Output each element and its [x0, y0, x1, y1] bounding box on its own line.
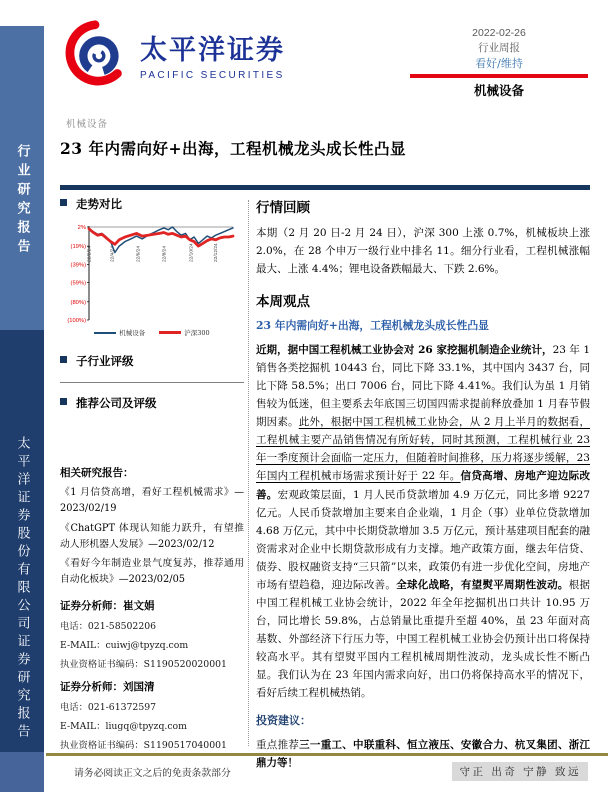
report-type: 行业周报 — [478, 42, 520, 54]
svg-text:(100%): (100%) — [67, 318, 86, 324]
brand-name-en: PACIFIC SECURITIES — [140, 69, 285, 81]
industry-name: 机械设备 — [473, 83, 524, 98]
trend-heading-label: 走势对比 — [76, 197, 122, 211]
sidebar-bottom-label: 太平洋证券股份有限公司证券研究报告 — [14, 436, 30, 742]
trend-section-heading — [60, 196, 244, 212]
industry-rating: 看好/维持 — [475, 57, 523, 70]
legend-label-mech: 机械设备 — [119, 329, 146, 337]
legend-item-hs300 — [159, 328, 209, 337]
svg-text:22/8/24: 22/8/24 — [162, 245, 168, 262]
svg-text:22/12/24: 22/12/24 — [214, 243, 220, 262]
svg-text:22/4/24: 22/4/24 — [110, 245, 116, 262]
analyst-phone: 电话：021-58502206 — [60, 620, 157, 632]
analyst-cert: 执业资格证书编码：S1190520020001 — [60, 658, 227, 670]
legend-line-hs300-icon — [159, 331, 181, 335]
column-divider — [248, 200, 249, 746]
analyst-cert: 执业资格证书编码：S1190517040001 — [60, 739, 227, 751]
legend-item-mech — [94, 328, 145, 337]
svg-text:(19%): (19%) — [70, 244, 86, 251]
brand-text — [140, 28, 285, 81]
svg-text:(59%): (59%) — [70, 280, 86, 287]
svg-text:2%: 2% — [77, 225, 86, 231]
subrating-section-heading — [60, 353, 244, 369]
advice-prefix: 重点推荐 — [256, 739, 300, 752]
page-title: 23 年内需向好+出海，工程机械龙头成长性凸显 — [60, 139, 406, 158]
week-view-paragraph — [256, 341, 590, 702]
svg-text:22/10/24: 22/10/24 — [189, 243, 195, 262]
related-report-item: 《1 月信贷高增，看好工程机械需求》—2023/02/19 — [60, 487, 244, 515]
advice-stocks: 三一重工、中联重科、恒立液压、安徽合力、杭叉集团、浙江鼎力等！ — [256, 739, 591, 770]
week-view-heading: 本周观点 — [256, 294, 310, 311]
square-bullet-icon — [60, 356, 67, 363]
week-view-subtitle: 23 年内需向好+出海，工程机械龙头成长性凸显 — [256, 319, 489, 333]
review-heading: 行情回顾 — [256, 200, 310, 216]
report-date: 2022-02-26 — [472, 27, 526, 39]
bold-lead: 近期，据中国工程机械工业协会对 26 家挖掘机制造企业统计， — [256, 344, 553, 357]
sidebar-footer-band — [0, 752, 44, 792]
underlined-text: 此外，根据中国工程机械工业协会，从 2 月上半月的数据看，工程机械主要产品销售情况有所好转，同时其预测，工程机械行业 23 年一季度预计会面临一定压力，但随着时间推移，压力将逐步缓解，23 年国内工程机械市场需求预计好于 22 年。 — [256, 416, 591, 483]
analyst-email: E-MAIL：liugq@tpyzq.com — [60, 720, 187, 732]
footer-rule — [46, 753, 608, 756]
analyst-block — [60, 598, 244, 670]
svg-text:(39%): (39%) — [70, 262, 86, 269]
brand-name-cn: 太平洋证券 — [140, 34, 285, 65]
body-text: 宏观政策层面，1 月人民币贷款增加 4.9 万亿元，同比多增 9227 亿元。人民币贷款增加主要来自企业端，1 月企（事）业单位贷款增加 4.68 万亿元，其中中长期贷款增加 3.5 万亿元，预计基建项目配套的融资需求对企业中长期贷款形成有力支撑。地产政策方面，继去年信贷、债券、股权融资支持“三只箭”以来，政策仍有进一步优化空间，房地产市场有望趋稳，迎边际改善。 — [256, 488, 591, 591]
left-column-rule — [60, 382, 244, 383]
left-column — [60, 196, 244, 756]
review-paragraph: 本期（2 月 20 日-2 月 24 日），沪深 300 上涨 0.7%，机械板块上涨 2.0%，在 28 个申万一级行业中排名 11。细分行业看，工程机械涨幅最大、上涨 4.4%；锂电设备跌幅最大、下跌 2.6%。 — [256, 227, 590, 276]
sidebar-bottom-band — [0, 330, 44, 752]
analyst-phone: 电话：021-61372597 — [60, 701, 157, 713]
subrating-heading-label: 子行业评级 — [76, 354, 134, 368]
bold-subhead: 信贷高增、房地产迎边际改善。 — [256, 470, 590, 501]
svg-text:22/6/24: 22/6/24 — [136, 245, 142, 262]
body-text: 根据中国工程机械工业协会统计，2022 年全年挖掘机出口共计 10.95 万台，同比增长 59.8%，占总销量比重提升至超 40%，虽 23 年面对高基数、外部经济下行压力等，中国工程机械工业协会仍预计出口将保持较高水平。其有望熨平国内工程机械周期性波动，龙头成长性不断凸显。我们认为在 23 年国内需求向好，出口仍将保持高水平的情况下，看好后续工程机械热销。 — [256, 578, 591, 700]
square-bullet-icon — [60, 199, 67, 206]
recommend-section-heading — [60, 395, 244, 411]
sidebar-top-label: 行业研究报告 — [14, 144, 30, 258]
bold-subhead: 全球化战略，有望熨平周期性波动。 — [396, 578, 569, 591]
brand-header — [60, 14, 285, 94]
analyst-block — [60, 679, 244, 751]
footer-disclaimer: 请务必阅读正文之后的免责条款部分 — [74, 768, 231, 779]
legend-label-hs300: 沪深300 — [184, 329, 210, 337]
square-bullet-icon — [60, 398, 67, 405]
sidebar-top-band — [0, 26, 44, 330]
main-column — [256, 196, 590, 772]
eyebrow-industry: 机械设备 — [66, 119, 109, 130]
svg-text:22/2/24: 22/2/24 — [87, 245, 93, 262]
svg-text:(80%): (80%) — [70, 299, 86, 306]
analyst-name: 证券分析师：崔文娟 — [60, 599, 155, 612]
recommend-heading-label: 推荐公司及评级 — [76, 396, 157, 410]
body-text: 23 年 1 销售各类挖掘机 10443 台，同比下降 33.1%，其中国内 3437 台，同比下降 58.5%；出口 7006 台，同比下降 4.41%。我们认为虽 1 月销售较为低迷，但主要系去年底国三切国四需求提前释放叠加 1 月春节假期因素。 — [256, 344, 591, 429]
red-rule — [410, 74, 588, 78]
related-report-item: 《看好今年制造业景气度复苏，推荐通用自动化板块》—2023/02/05 — [60, 558, 244, 586]
trend-legend — [60, 328, 244, 337]
investment-advice-heading: 投资建议： — [256, 714, 311, 728]
report-meta — [410, 26, 588, 99]
pacific-securities-logo-icon — [60, 14, 132, 94]
footer-motto: 守正 出奇 宁静 致远 — [452, 762, 588, 781]
related-report-item: 《ChatGPT 体现认知能力跃升，有望推动人形机器人发展》—2023/02/12 — [60, 522, 244, 550]
analyst-email: E-MAIL：cuiwj@tpyzq.com — [60, 639, 189, 651]
related-reports-heading: 相关研究报告： — [60, 467, 134, 479]
trend-chart-svg — [61, 220, 241, 326]
analyst-name: 证券分析师：刘国清 — [60, 680, 155, 693]
title-rule — [60, 185, 590, 190]
legend-line-mech-icon — [94, 332, 116, 334]
